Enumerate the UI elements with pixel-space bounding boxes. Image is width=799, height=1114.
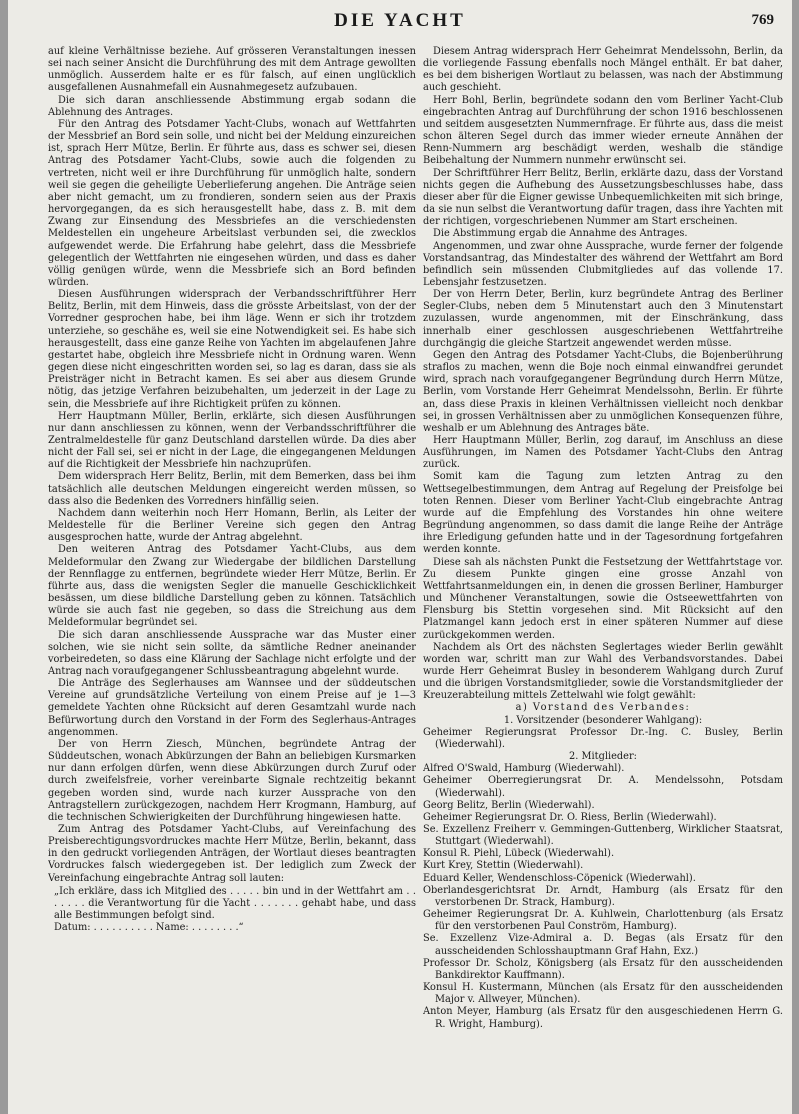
journal-title: DIE YACHT bbox=[334, 10, 466, 31]
paragraph: Die Anträge des Seglerhauses am Wannsee und der süddeutschen Vereine auf grundsätzliche Verteilung von einem Preise auf je 1—3 gemeldete Yachten ohne Rücksicht auf deren Gesamtzahl wurde nach Befürwortung durch den Vorstand in der Form des Seglerhaus-Antrages angenommen. bbox=[48, 678, 416, 738]
left-column bbox=[48, 46, 416, 1106]
paragraph: Die sich daran anschliessende Aussprache war das Muster einer solchen, wie sie nicht sein sollte, da sämtliche Redner aneinander vorbeiredeten, so dass eine Klärung der Sachlage nicht erfolgte und der Antrag nach voraufgegangener Schlussbeantragung abgelehnt wurde. bbox=[48, 629, 416, 677]
paragraph: Nachdem als Ort des nächsten Seglertages wieder Berlin gewählt worden war, schritt man zur Wahl des Verbandsvorstandes. Dabei wurde Herr Geheimrat Busley in besonderem Wahlgang durch Zuruf und die übrigen Vorstandsmitglieder, sowie die Vorstandsmitglieder der Kreuzerabteilung mittels Zettelwahl wie folgt gewählt: bbox=[423, 641, 783, 702]
election-member: Konsul R. Piehl, Lübeck (Wiederwahl). bbox=[423, 848, 615, 860]
election-member: Se. Exzellenz Freiherr v. Gemmingen-Guttenberg, Wirklicher Staatsrat, Stuttgart (Wiederwahl). bbox=[423, 824, 783, 848]
paragraph: Diesem Antrag widersprach Herr Geheimrat Mendelssohn, Berlin, da die vorliegende Fassung ebenfalls noch Mängel enthält. Er bat daher, es bei dem bisherigen Wortlaut zu belassen, was nach der Abstimmung auch geschieht. bbox=[423, 46, 783, 94]
page-header bbox=[8, 10, 792, 34]
election-member: Professor Dr. Scholz, Königsberg (als Ersatz für den ausscheidenden Bankdirektor Kauffmann). bbox=[423, 957, 783, 981]
paragraph: Der von Herrn Ziesch, München, begründete Antrag der Süddeutschen, wonach Abkürzungen der Bahn an beliebigen Kursmarken nur dann erfolgen dürfen, wenn diese Abkürzungen durch Zuruf oder durch zweifelsfreie, vorher vereinbarte Signale rechtzeitig bekannt gegeben worden sind, wurde nach kurzer Aussprache von den Antragstellern zurückgezogen, nachdem Herr Krogmann, Hamburg, auf die technischen Schwierigkeiten der Durchführung hingewiesen hatte. bbox=[48, 738, 416, 823]
election-subheading: 1. Vorsitzender (besonderer Wahlgang): bbox=[503, 714, 703, 726]
paragraph: Zum Antrag des Potsdamer Yacht-Clubs, auf Vereinfachung des Preisberechtigungsvordruckes machte Herr Mütze, Berlin, bekannt, dass in den gedruckt vorliegenden Anträgen, der Wortlaut dieses beantragten Vordruckes falsch wiedergegeben ist. Der lediglich zum Zweck der Vereinfachung eingebrachte Antrag soll lauten: bbox=[48, 824, 416, 884]
page-number: 769 bbox=[751, 12, 774, 28]
paragraph: Angenommen, und zwar ohne Aussprache, wurde ferner der folgende Vorstandsantrag, das Mindestalter des während der Wettfahrt am Bord befindlich sein müssenden Clubmitgliedes auf das vollende 17. Lebensjahr festzusetzen. bbox=[423, 240, 783, 288]
paragraph: Herr Hauptmann Müller, Berlin, erklärte, sich diesen Ausführungen nur dann anschliessen zu können, wenn der Verbandsschriftführer die Zentralmeldestelle für ganz Deutschland darstellen würde. Da dies aber nicht der Fall sei, sei er nicht in der Lage, die eingegangenen Meldungen auf die Richtigkeit der Messbriefe hin nachzuprüfen. bbox=[48, 410, 416, 471]
paragraph: Herr Bohl, Berlin, begründete sodann den vom Berliner Yacht-Club eingebrachten Antrag auf Durchführung der schon 1916 beschlossenen und seitdem ausgesetzten Nummernfrage. Er führte aus, dass die meist schon älteren Segel durch das immer wieder erneute Annähen der Renn-Nummern arg beschädigt werden, weshalb die ständige Beibehaltung der Nummern nunmehr erwünscht sei. bbox=[423, 94, 783, 167]
paragraph: Nachdem dann weiterhin noch Herr Homann, Berlin, als Leiter der Meldestelle für die Berliner Vereine sich gegen den Antrag ausgesprochen hatte, wurde der Antrag abgelehnt. bbox=[48, 507, 416, 544]
paragraph: Herr Hauptmann Müller, Berlin, zog darauf, im Anschluss an diese Ausführungen, im Namen des Potsdamer Yacht-Clubs den Antrag zurück. bbox=[423, 435, 783, 471]
election-heading: a) Vorstand des Verbandes: bbox=[515, 702, 691, 714]
paragraph: auf kleine Verhältnisse beziehe. Auf grösseren Veranstaltungen inessen sei nach seiner Ansicht die Durchführung des mit dem Antrage gewollten unmöglich. Ausserdem halte er es für falsch, auf einen unglücklich ausgefallenen Ausnahmefall ein Ausnahmegesetz aufzubauen. bbox=[48, 46, 416, 94]
quote-text: „Ich erkläre, dass ich Mitglied des . . . . . bin und in der Wettfahrt am . . . . . . . die Verantwortung für die Yacht . . . . . . . gehabt habe, und dass alle Bestimmungen befolgt sind. bbox=[54, 885, 416, 922]
right-column bbox=[423, 46, 783, 1106]
election-chair: Geheimer Regierungsrat Professor Dr.-Ing. C. Busley, Berlin (Wiederwahl). bbox=[423, 726, 783, 750]
election-member: Geheimer Regierungsrat Dr. O. Riess, Berlin (Wiederwahl). bbox=[423, 811, 717, 823]
form-quote bbox=[54, 886, 416, 935]
election-member: Kurt Krey, Stettin (Wiederwahl). bbox=[423, 860, 584, 872]
paragraph: Diese sah als nächsten Punkt die Festsetzung der Wettfahrtstage vor. Zu diesem Punkte gingen eine grosse Anzahl von Wettfahrtsanmeldungen ein, in denen die grossen Berliner, Hamburger und Münchener Veranstaltungen, sowie die Ostseewettfahrten von Flensburg bis Stettin vorgesehen sind. Mit Rücksicht auf den Platzmangel kann jedoch erst in einer späteren Nummer auf diese zurückgekommen werden. bbox=[423, 556, 783, 641]
paragraph: Die Abstimmung ergab die Annahme des Antrages. bbox=[433, 228, 688, 240]
paragraph: Der Schriftführer Herr Belitz, Berlin, erklärte dazu, dass der Vorstand nichts gegen die Aufhebung des Aussetzungsbeschlusses habe, dass dieser aber für die Eigner gewisse Unbequemlichkeiten mit sich bringe, da sie nun selbst die Verantwortung dafür tragen, dass ihre Yachten mit der richtigen, vorgeschriebenen Nummer am Start erscheinen. bbox=[423, 167, 783, 228]
paragraph: Für den Antrag des Potsdamer Yacht-Clubs, wonach auf Wettfahrten der Messbrief an Bord sein solle, und nicht bei der Meldung einzureichen ist, sprach Herr Mütze, Berlin. Er führte aus, dass es schwer sei, diesen Antrag des Potsdamer Yacht-Clubs, sowie auch die folgenden zu vertreten, nicht weil er ihre Durchführung für unmöglich halte, sondern weil sie gegen die geheiligte Ueberlieferung angehen. Die Anträge seien aber nicht gemacht, um zu frondieren, sondern seien aus der Praxis hervorgegangen, da es sich herausgestellt habe, dass z. B. mit dem Zwang zur Einsendung des Messbriefes an die verschiedensten Meldestellen ein ungeheure Arbeitslast verbunden sei, die zwecklos aufgewendet werde. Die Erfahrung habe gelehrt, dass die Messbriefe gelegentlich der Wettfahrten nie eingesehen würden, und dass es daher völlig genügen würde, wenn die Messbriefe sich an Bord befinden würden. bbox=[48, 118, 416, 288]
election-member: Se. Exzellenz Vize-Admiral a. D. Begas (als Ersatz für den ausscheidenden Schlosshauptmann Graf Hahn, Exz.) bbox=[423, 933, 783, 957]
document-page bbox=[8, 0, 792, 1114]
quote-signature-line: Datum: . . . . . . . . . . Name: . . . . . . . .“ bbox=[54, 922, 244, 934]
paragraph: Somit kam die Tagung zum letzten Antrag zu den Wettsegelbestimmungen, dem Antrag auf Regelung der Preisfolge bei toten Rennen. Dieser vom Berliner Yacht-Club eingebrachte Antrag wurde auf die Empfehlung des Vorstandes hin ohne weitere Begründung angenommen, so dass damit die lange Reihe der Anträge ihre Erledigung gefunden hatte und in der Tagesordnung fortgefahren werden konnte. bbox=[423, 471, 783, 556]
paragraph: Die sich daran anschliessende Abstimmung ergab sodann die Ablehnung des Antrages. bbox=[48, 94, 416, 118]
paragraph: Gegen den Antrag des Potsdamer Yacht-Clubs, die Bojenberührung straflos zu machen, wenn die Boje noch einmal einwandfrei gerundet wird, sprach nach voraufgegangener Begründung durch Herrn Mütze, Berlin, vom Vorstande Herr Geheimrat Mendelssohn, Berlin. Er führte an, dass diese Praxis in kleinen Verhältnissen vielleicht noch denkbar sei, in grossen Verhältnissen aber zu unmöglichen Konsequenzen führe, weshalb er um Ablehnung des Antrages bäte. bbox=[423, 349, 783, 434]
election-member: Anton Meyer, Hamburg (als Ersatz für den ausgeschiedenen Herrn G. R. Wright, Hamburg). bbox=[423, 1006, 783, 1030]
election-member: Alfred O'Swald, Hamburg (Wiederwahl). bbox=[423, 763, 625, 775]
election-member: Georg Belitz, Berlin (Wiederwahl). bbox=[423, 799, 595, 811]
paragraph: Den weiteren Antrag des Potsdamer Yacht-Clubs, aus dem Meldeformular den Zwang zur Wiedergabe der bildlichen Darstellung der Rennflagge zu entfernen, begründete wieder Herr Mütze, Berlin. Er führte aus, dass die wenigsten Segler die manuelle Geschicklichkeit besässen, um diese bildliche Darstellung geben zu können. Tatsächlich würde sie auch fast nie gegeben, so dass die Streichung aus dem Meldeformular begründet sei. bbox=[48, 544, 416, 629]
election-member: Oberlandesgerichtsrat Dr. Arndt, Hamburg (als Ersatz für den verstorbenen Dr. Strack, Hamburg). bbox=[423, 884, 783, 908]
paragraph: Diesen Ausführungen widersprach der Verbandsschriftführer Herr Belitz, Berlin, mit dem Hinweis, dass die grösste Arbeitslast, von der der Vorredner gesprochen habe, bei ihm läge. Wenn er sich ihr trotzdem unterziehe, so geschähe es, weil sie eine Notwendigkeit sei. Es habe sich herausgestellt, dass eine ganze Reihe von Yachten im abgelaufenen Jahre gestartet habe, obgleich ihre Messbriefe nicht in Ordnung waren. Wenn gegen diese nicht eingeschritten worden sei, so lag es daran, dass sie als Preisträger nicht in Betracht kamen. Es sei aber aus diesem Grunde nötig, das jetzige Verfahren beizubehalten, um jederzeit in der Lage zu sein, die Messbriefe auf ihre Richtigkeit prüfen zu können. bbox=[48, 289, 416, 410]
election-member: Konsul H. Kustermann, München (als Ersatz für den ausscheidenden Major v. Allweyer, München). bbox=[423, 982, 783, 1006]
election-member: Geheimer Oberregierungsrat Dr. A. Mendelssohn, Potsdam (Wiederwahl). bbox=[423, 775, 783, 799]
election-member: Geheimer Regierungsrat Dr. A. Kuhlwein, Charlottenburg (als Ersatz für den verstorbenen Paul Conström, Hamburg). bbox=[423, 909, 783, 933]
paragraph: Dem widersprach Herr Belitz, Berlin, mit dem Bemerken, dass bei ihm tatsächlich alle deutschen Meldungen eingereicht werden müssen, so dass also die Bedenken des Vorredners hinfällig seien. bbox=[48, 471, 416, 507]
paragraph: Der von Herrn Deter, Berlin, kurz begründete Antrag des Berliner Segler-Clubs, neben dem 5 Minutenstart auch den 3 Minutenstart zuzulassen, wurde angenommen, mit der Einschränkung, dass innerhalb einer geschlossen ausgeschriebenen Wettfahrtreihe durchgängig die gleiche Startzeit angewendet werden müsse. bbox=[423, 289, 783, 349]
election-member: Eduard Keller, Wendenschloss-Cöpenick (Wiederwahl). bbox=[423, 872, 696, 884]
election-subheading: 2. Mitglieder: bbox=[569, 751, 637, 763]
